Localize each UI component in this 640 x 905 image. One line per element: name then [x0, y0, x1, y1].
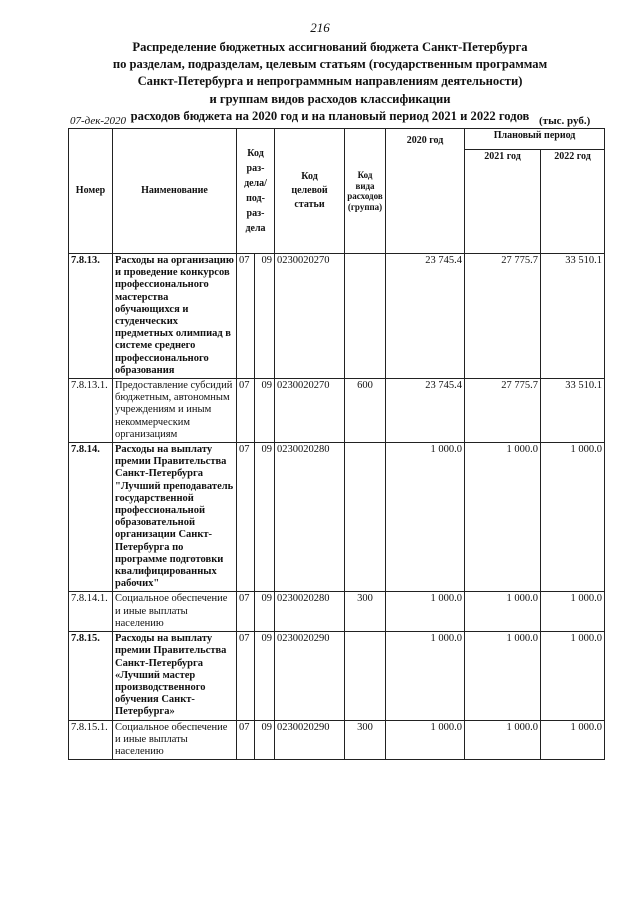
- table-row: [69, 379, 605, 443]
- header-name: Наименование: [113, 129, 237, 254]
- document-title: [60, 39, 600, 125]
- row-value-2021: 1 000.0: [465, 720, 541, 760]
- row-value-2021: 1 000.0: [465, 592, 541, 632]
- row-subsection: 09: [255, 632, 275, 720]
- row-section: 07: [237, 720, 255, 760]
- row-target-code: 0230020280: [275, 443, 345, 592]
- row-target-code: 0230020290: [275, 632, 345, 720]
- row-number: 7.8.15.: [69, 632, 113, 720]
- row-section: 07: [237, 443, 255, 592]
- header-year-2020: 2020 год: [386, 129, 465, 254]
- row-name: Социальное обеспечение и иные выплаты населению: [113, 592, 237, 632]
- row-name: Расходы на выплату премии Правительства Санкт-Петербурга «Лучший мастер производственного обучения Санкт-Петербурга»: [113, 632, 237, 720]
- row-subsection: 09: [255, 720, 275, 760]
- row-target-code: 0230020280: [275, 592, 345, 632]
- row-name: Расходы на выплату премии Правительства Санкт-Петербурга "Лучший преподаватель государственной профессиональной образовательной организации Санкт-Петербурга по программе подготовки квалифицированных рабочих": [113, 443, 237, 592]
- row-value-2022: 1 000.0: [541, 443, 605, 592]
- row-section: 07: [237, 379, 255, 443]
- title-line: Санкт-Петербурга и непрограммным направлениям деятельности): [137, 74, 523, 89]
- document-date: 07-дек-2020: [70, 115, 127, 127]
- table-row: [69, 254, 605, 379]
- row-value-2022: 1 000.0: [541, 592, 605, 632]
- row-subsection: 09: [255, 443, 275, 592]
- row-name: Расходы на организацию и проведение конкурсов профессионального мастерства обучающихся и студенческих предметных олимпиад в системе среднего профессионального образования: [113, 254, 237, 379]
- row-expense-type: [345, 443, 386, 592]
- row-expense-type: [345, 632, 386, 720]
- page-number: 216: [310, 20, 330, 35]
- row-target-code: 0230020270: [275, 254, 345, 379]
- table-row: [69, 592, 605, 632]
- row-number: 7.8.14.1.: [69, 592, 113, 632]
- table-body: [69, 254, 605, 760]
- header-section-code: Код раз- дела/ под- раз- дела: [237, 129, 275, 254]
- header-number: Номер: [69, 129, 113, 254]
- row-value-2020: 1 000.0: [386, 592, 465, 632]
- row-section: 07: [237, 592, 255, 632]
- row-name: Предоставление субсидий бюджетным, автономным учреждениям и иным некоммерческим организациям: [113, 379, 237, 443]
- header-planned-period: Плановый период: [465, 129, 605, 150]
- row-value-2022: 1 000.0: [541, 632, 605, 720]
- row-section: 07: [237, 254, 255, 379]
- table-row: [69, 632, 605, 720]
- header-year-2022: 2022 год: [541, 150, 605, 254]
- row-subsection: 09: [255, 254, 275, 379]
- row-value-2020: 1 000.0: [386, 632, 465, 720]
- row-value-2020: 23 745.4: [386, 379, 465, 443]
- row-value-2020: 23 745.4: [386, 254, 465, 379]
- row-value-2022: 1 000.0: [541, 720, 605, 760]
- units-label: (тыс. руб.): [539, 115, 591, 127]
- row-value-2021: 1 000.0: [465, 632, 541, 720]
- table-row: [69, 720, 605, 760]
- row-subsection: 09: [255, 379, 275, 443]
- row-value-2021: 1 000.0: [465, 443, 541, 592]
- row-target-code: 0230020290: [275, 720, 345, 760]
- header-year-2021: 2021 год: [465, 150, 541, 254]
- header-target-code: Код целевой статьи: [275, 129, 345, 254]
- row-expense-type: 300: [345, 720, 386, 760]
- row-value-2022: 33 510.1: [541, 379, 605, 443]
- row-number: 7.8.13.: [69, 254, 113, 379]
- row-target-code: 0230020270: [275, 379, 345, 443]
- row-subsection: 09: [255, 592, 275, 632]
- row-number: 7.8.15.1.: [69, 720, 113, 760]
- row-expense-type: [345, 254, 386, 379]
- row-value-2021: 27 775.7: [465, 254, 541, 379]
- title-line: и группам видов расходов классификации: [209, 91, 451, 106]
- row-section: 07: [237, 632, 255, 720]
- row-value-2020: 1 000.0: [386, 443, 465, 592]
- row-value-2021: 27 775.7: [465, 379, 541, 443]
- header-expense-type-code: Код вида расходов (группа): [345, 129, 386, 254]
- row-expense-type: 300: [345, 592, 386, 632]
- title-line: по разделам, подразделам, целевым статьям (государственным программам: [112, 57, 548, 72]
- row-expense-type: 600: [345, 379, 386, 443]
- title-line: расходов бюджета на 2020 год и на плановый период 2021 и 2022 годов: [130, 108, 530, 123]
- row-value-2020: 1 000.0: [386, 720, 465, 760]
- row-value-2022: 33 510.1: [541, 254, 605, 379]
- row-name: Социальное обеспечение и иные выплаты населению: [113, 720, 237, 760]
- row-number: 7.8.14.: [69, 443, 113, 592]
- budget-table: [68, 128, 605, 760]
- table-row: [69, 443, 605, 592]
- title-line: Распределение бюджетных ассигнований бюджета Санкт-Петербурга: [132, 40, 528, 54]
- row-number: 7.8.13.1.: [69, 379, 113, 443]
